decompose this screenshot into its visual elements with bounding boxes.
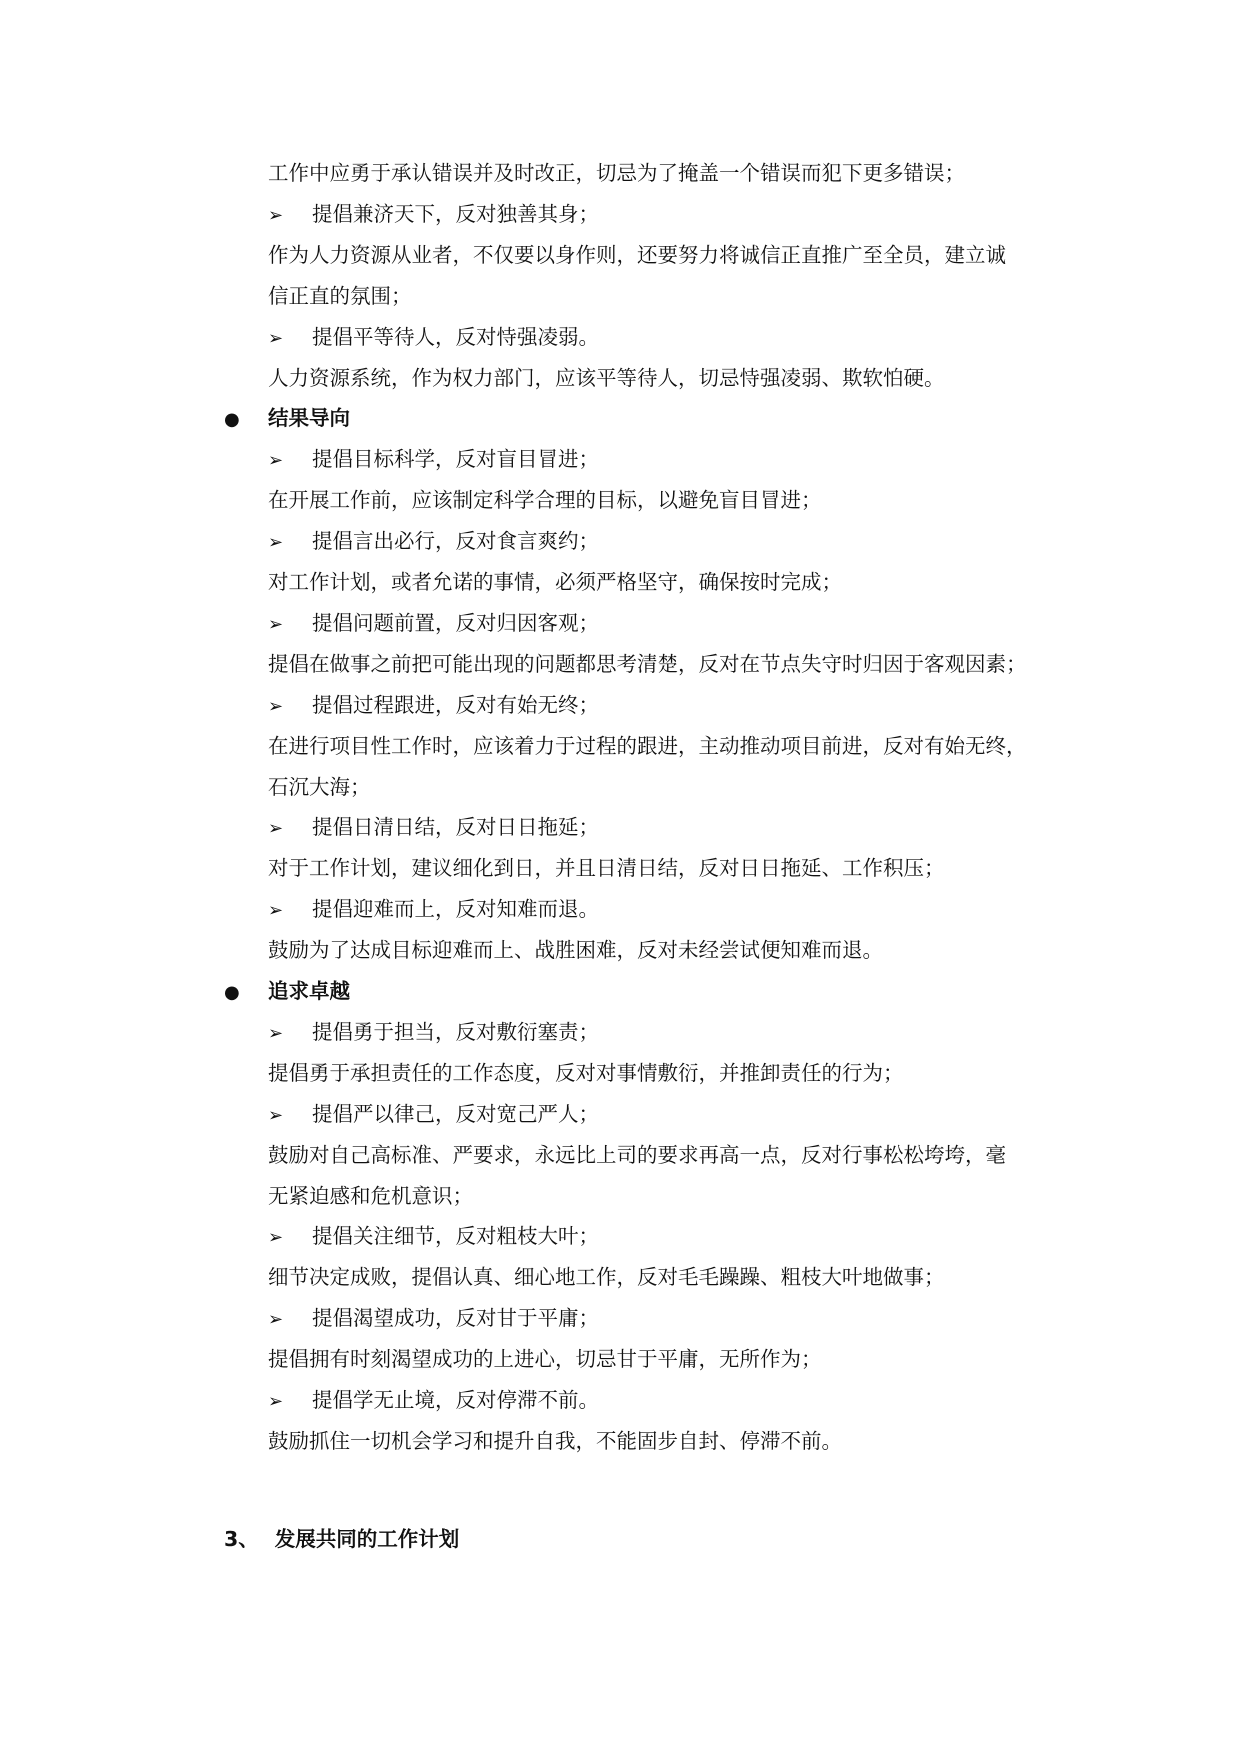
main-bullet-heading [224, 404, 350, 434]
sub-bullet-item [268, 609, 599, 639]
arrow-bullet-icon: ➢ [268, 1227, 284, 1249]
arrow-bullet-icon: ➢ [268, 900, 284, 922]
paragraph-line: 信正直的氛围； [268, 283, 412, 308]
sub-bullet-item [268, 813, 599, 843]
sub-bullet-text: 提倡迎难而上，反对知难而退。 [312, 897, 599, 922]
arrow-bullet-icon: ➢ [268, 532, 284, 554]
paragraph-line: 人力资源系统，作为权力部门，应该平等待人，切忌恃强凌弱、欺软怕硬。 [268, 365, 945, 390]
paragraph-line: 提倡勇于承担责任的工作态度，反对对事情敷衍，并推卸责任的行为； [268, 1060, 904, 1085]
sub-bullet-item [268, 1304, 599, 1334]
arrow-bullet-icon: ➢ [268, 1309, 284, 1331]
sub-bullet-item [268, 200, 599, 230]
sub-bullet-text: 提倡日清日结，反对日日拖延； [312, 815, 599, 840]
paragraph-line: 在进行项目性工作时，应该着力于过程的跟进，主动推动项目前进，反对有始无终， [268, 733, 1027, 758]
paragraph-line: 鼓励为了达成目标迎难而上、战胜困难，反对未经尝试便知难而退。 [268, 938, 883, 963]
sub-bullet-item [268, 895, 599, 925]
paragraph-line: 细节决定成败，提倡认真、细心地工作，反对毛毛躁躁、粗枝大叶地做事； [268, 1265, 945, 1290]
dot-bullet-icon: ● [224, 409, 240, 431]
sub-bullet-item [268, 1100, 599, 1130]
arrow-bullet-icon: ➢ [268, 450, 284, 472]
paragraph-line: 工作中应勇于承认错误并及时改正，切忌为了掩盖一个错误而犯下更多错误； [268, 161, 965, 185]
paragraph-line: 作为人力资源从业者，不仅要以身作则，还要努力将诚信正直推广至全员，建立诚 [268, 242, 1006, 267]
paragraph-line: 对工作计划，或者允诺的事情，必须严格坚守，确保按时完成； [268, 570, 842, 594]
section-heading [224, 1525, 459, 1553]
sub-bullet-text: 提倡严以律己，反对宽己严人； [312, 1101, 599, 1126]
sub-bullet-text: 提倡关注细节，反对粗枝大叶； [312, 1224, 599, 1249]
sub-bullet-item [268, 1018, 599, 1048]
sub-bullet-text: 提倡平等待人，反对恃强凌弱。 [312, 324, 599, 349]
sub-bullet-item [268, 1222, 599, 1252]
sub-bullet-text: 提倡学无止境，反对停滞不前。 [312, 1388, 599, 1412]
sub-bullet-item [268, 1386, 599, 1416]
sub-bullet-text: 提倡勇于担当，反对敷衍塞责； [312, 1019, 599, 1044]
paragraph-line: 在开展工作前，应该制定科学合理的目标，以避免盲目冒进； [268, 488, 822, 513]
sub-bullet-text: 提倡过程跟进，反对有始无终； [312, 692, 599, 717]
paragraph-line: 石沉大海； [268, 774, 371, 799]
sub-bullet-text: 提倡兼济天下，反对独善其身； [312, 201, 599, 226]
main-bullet-heading [224, 977, 350, 1007]
arrow-bullet-icon: ➢ [268, 1391, 284, 1412]
main-bullet-text: 追求卓越 [268, 979, 350, 1003]
arrow-bullet-icon: ➢ [268, 818, 284, 840]
paragraph-line: 鼓励对自己高标准、严要求，永远比上司的要求再高一点，反对行事松松垮垮，毫 [268, 1142, 1006, 1167]
sub-bullet-text: 提倡渴望成功，反对甘于平庸； [312, 1306, 599, 1331]
sub-bullet-text: 提倡目标科学，反对盲目冒进； [312, 447, 599, 472]
arrow-bullet-icon: ➢ [268, 204, 284, 226]
sub-bullet-item [268, 445, 599, 475]
sub-bullet-item [268, 323, 599, 353]
paragraph-line: 无紧迫感和危机意识； [268, 1183, 473, 1208]
arrow-bullet-icon: ➢ [268, 695, 284, 717]
arrow-bullet-icon: ➢ [268, 613, 284, 635]
arrow-bullet-icon: ➢ [268, 1104, 284, 1126]
section-title: 发展共同的工作计划 [274, 1527, 460, 1551]
sub-bullet-text: 提倡问题前置，反对归因客观； [312, 610, 599, 635]
sub-bullet-text: 提倡言出必行，反对食言爽约； [312, 529, 599, 554]
sub-bullet-item [268, 527, 599, 557]
paragraph-line: 鼓励抓住一切机会学习和提升自我，不能固步自封、停滞不前。 [268, 1428, 842, 1453]
dot-bullet-icon: ● [224, 982, 240, 1003]
main-bullet-text: 结果导向 [268, 406, 350, 431]
section-number: 3、 [224, 1527, 259, 1551]
paragraph-line: 提倡在做事之前把可能出现的问题都思考清楚，反对在节点失守时归因于客观因素； [268, 651, 1027, 676]
arrow-bullet-icon: ➢ [268, 1022, 284, 1044]
sub-bullet-item [268, 691, 599, 721]
paragraph-line: 对于工作计划，建议细化到日，并且日清日结，反对日日拖延、工作积压； [268, 856, 945, 881]
arrow-bullet-icon: ➢ [268, 327, 284, 349]
paragraph-line: 提倡拥有时刻渴望成功的上进心，切忌甘于平庸，无所作为； [268, 1347, 822, 1372]
